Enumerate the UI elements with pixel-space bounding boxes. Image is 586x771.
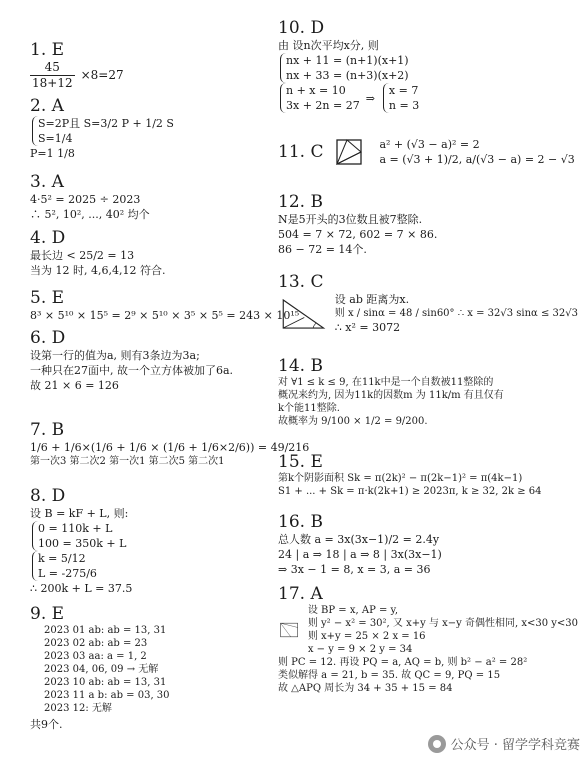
working-line: 设 ab 距离为x. (334, 293, 410, 306)
working-line: 概况来约为, 因为11k的因数m 为 11k/m 有且仅有 (278, 390, 504, 401)
problem-14 (278, 356, 578, 428)
problem-number: 10. D (278, 18, 325, 38)
working-line: 2023 12: 无解 (44, 703, 112, 714)
working-line: nx + 11 = (n+1)(x+1) (286, 54, 409, 67)
working-line: 2023 10 ab: ab = 13, 31 (44, 677, 167, 688)
problem-4 (30, 228, 278, 278)
working-line: 2023 11 a b: ab = 03, 30 (44, 690, 170, 701)
working-line: 设 B = kF + L, 则: (30, 507, 129, 520)
equation-system (32, 116, 278, 146)
equation-system (32, 521, 278, 551)
problem-number: 13. C (278, 272, 324, 292)
working-line: 设 BP = x, AP = y, (307, 605, 399, 616)
working-line: x − y = 9 × 2 y = 34 (307, 644, 413, 655)
working-line: 对 ∀1 ≤ k ≤ 9, 在11k中是一个自数被11整除的 (278, 377, 494, 388)
problem-number: 7. B (30, 420, 65, 440)
working-line: 504 = 7 × 72, 602 = 7 × 86. (278, 228, 438, 241)
working-line: 最长边 < 25/2 = 13 (30, 249, 135, 262)
working-line: ⇒ 3x − 1 = 8, x = 3, a = 36 (278, 563, 431, 576)
problem-11 (278, 134, 578, 170)
working-line: L = -275/6 (38, 567, 97, 580)
problem-number: 9. E (30, 604, 65, 624)
problem-10: 10. D 由 设n次平均x分, 则 nx + 11 = (n+1)(x+1) nx + 33 = (n+3)(x+2) n + x = 10 3x + 2n = 27 ⇒ x = 7 n = 3 (278, 18, 578, 113)
working-line: 故 △APQ 周长为 34 + 35 + 15 = 84 (278, 683, 453, 694)
working-line: k个能11整除. (278, 403, 340, 414)
problem-15 (278, 452, 578, 498)
working-line: n + x = 10 (286, 84, 346, 97)
working-line: 故 21 × 6 = 126 (30, 379, 119, 392)
problem-number: 2. A (30, 96, 64, 116)
working-line: ∴ 200k + L = 37.5 (30, 582, 133, 595)
problem-9 (30, 604, 278, 732)
problem-13 (278, 272, 578, 335)
problem-12 (278, 192, 578, 257)
working-line: 2023 01 ab: ab = 13, 31 (44, 625, 167, 636)
working-line: n = 3 (388, 99, 420, 112)
working-line: 则 y² − x² = 30², 又 x+y 与 x−y 奇偶性相同, x<30 y<30 (307, 618, 578, 629)
problem-number: 8. D (30, 486, 66, 506)
working-line: N是5开头的3位数且被7整除. (278, 213, 423, 226)
working-line: 2023 04, 06, 09 → 无解 (44, 664, 159, 675)
working-line: 一种只在27面中, 故一个立方体被加了6a. (30, 364, 234, 377)
working-line: 故概率为 9/100 × 1/2 = 9/200. (278, 416, 428, 427)
square-diagram (329, 134, 373, 170)
wechat-logo-icon (428, 735, 446, 753)
working-line: ∴ 5², 10², ..., 40² 均个 (30, 208, 150, 221)
working-line: k = 5/12 (38, 552, 86, 565)
watermark-text: 公众号 · 留学学科竞赛 (450, 738, 580, 753)
working-line: ∴ x² = 3072 (334, 321, 401, 334)
problem-3 (30, 172, 278, 222)
problem-number: 1. E (30, 40, 65, 60)
equation-system (280, 53, 578, 83)
problem-number: 11. C (278, 142, 324, 162)
problem-number: 4. D (30, 228, 66, 248)
fraction: $\frac{45}{18+12}$ (32, 60, 73, 90)
problem-number: 15. E (278, 452, 323, 472)
working-line: 设第一行的值为a, 则有3条边为3a; (30, 349, 200, 362)
working-line: 0 = 110k + L (38, 522, 113, 535)
problem-number: 5. E (30, 288, 65, 308)
working-line: 则 x+y = 25 × 2 x = 16 (307, 631, 426, 642)
working-line: S=1/4 (38, 132, 73, 145)
problem-number: 6. D (30, 328, 66, 348)
solution-system (383, 83, 419, 113)
working-line: 8³ × 5¹⁰ × 15⁵ = 2⁹ × 5¹⁰ × 3⁵ × 5⁵ = 243 × 10¹⁵ (30, 309, 300, 322)
problem-number: 12. B (278, 192, 323, 212)
problem-number: 16. B (278, 512, 323, 532)
problem-16 (278, 512, 578, 577)
problem-number: 17. A (278, 584, 323, 604)
working-line: 类似解得 a = 21, b = 35. 故 QC = 9, PQ = 15 (278, 670, 501, 681)
working-line: 第k个阴影面积 Sk = π(2k)² − π(2k−1)² = π(4k−1) (278, 473, 523, 484)
working-line: 100 = 350k + L (38, 537, 127, 550)
watermark (428, 734, 580, 753)
working-line: ×8=27 (80, 68, 124, 82)
working-line: nx + 33 = (n+3)(x+2) (286, 69, 409, 82)
problem-number: 14. B (278, 356, 323, 376)
working-line: 2023 02 ab: ab = 23 (44, 638, 148, 649)
working-line: 86 − 72 = 14个. (278, 243, 367, 256)
problem-5 (30, 288, 300, 323)
working-line: 1/6 + 1/6×(1/6 + 1/6 × (1/6 + 1/6×2/6)) = 49/216 (30, 441, 310, 454)
working-line: 当为 12 时, 4,6,4,12 符合. (30, 264, 166, 277)
problem-6 (30, 328, 278, 393)
working-line: S1 + ... + Sk = π·k(2k+1) ≥ 2023π, k ≥ 32, 2k ≥ 64 (278, 486, 542, 497)
working-line: 由 设n次平均x分, 则 (278, 39, 379, 52)
working-line: 3x + 2n = 27 (286, 99, 360, 112)
problem-8 (30, 486, 278, 596)
working-line: a = (√3 + 1)/2, a/(√3 − a) = 2 − √3 (379, 153, 575, 166)
working-line: 4·5² = 2025 ÷ 2023 (30, 193, 141, 206)
working-line: 则 x / sinα = 48 / sin60° ∴ x = 32√3 sinα ≤ 32√3 (334, 308, 578, 319)
working-line: P=1 1/8 (30, 147, 75, 160)
working-line: 第一次3 第二次2 第一次1 第二次5 第二次1 (30, 456, 225, 467)
rectangle-diagram (278, 608, 302, 652)
working-line: 则 PC = 12. 再设 PQ = a, AQ = b, 则 b² − a² = 28² (278, 657, 528, 668)
problem-2 (30, 96, 278, 161)
problem-number: 3. A (30, 172, 64, 192)
problem-17 (278, 584, 578, 695)
working-line: 总人数 a = 3x(3x−1)/2 = 2.4y (278, 533, 440, 546)
working-line: 24 | a ⇒ 18 | a ⇒ 8 | 3x(3x−1) (278, 548, 442, 561)
triangle-diagram (278, 294, 329, 334)
problem-1 (30, 40, 278, 91)
working-line: x = 7 (388, 84, 419, 97)
working-line: S=2P且 S=3/2 P + 1/2 S (38, 117, 174, 130)
equation-system (280, 83, 360, 113)
solution-system (32, 551, 278, 581)
working-line: 共9个. (30, 718, 63, 731)
working-line: a² + (√3 − a)² = 2 (379, 138, 480, 151)
working-line: 2023 03 aa: a = 1, 2 (44, 651, 147, 662)
